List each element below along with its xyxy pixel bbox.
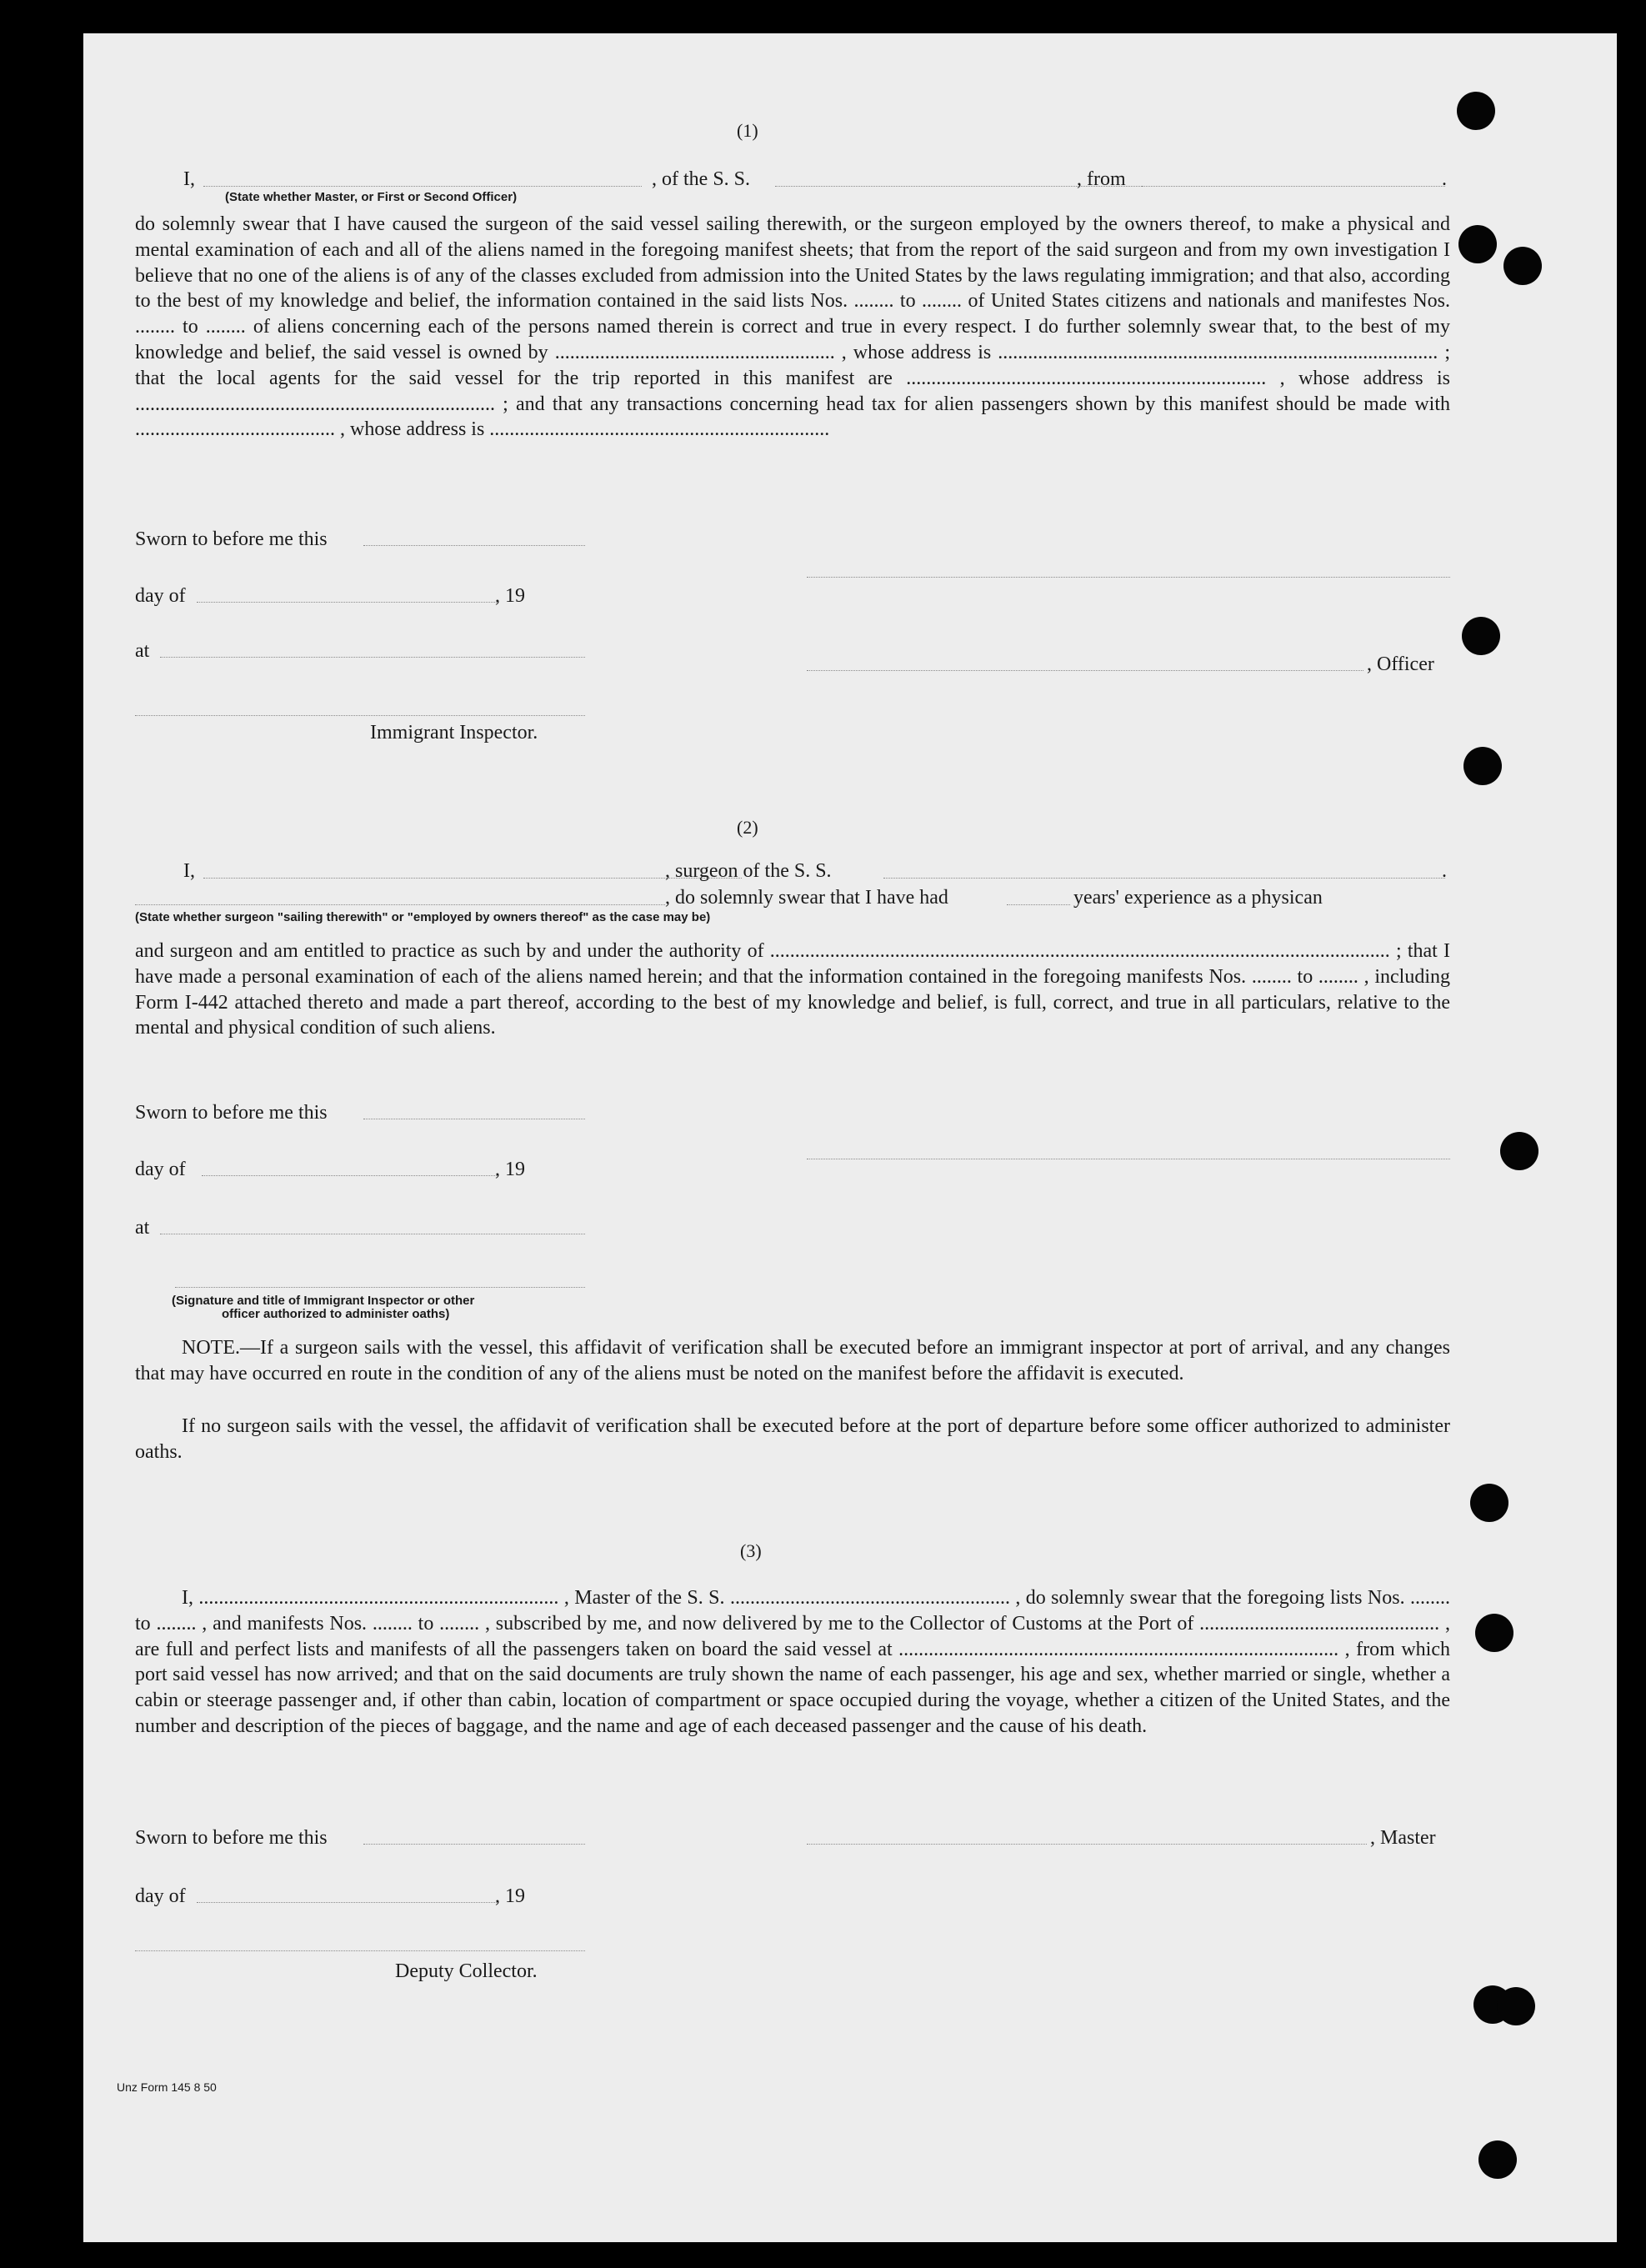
- s2-year-label: , 19: [495, 1159, 525, 1180]
- s1-inspector-line[interactable]: [135, 715, 585, 716]
- s3-sworn-label: Sworn to before me this: [135, 1827, 328, 1849]
- s2-at-label: at: [135, 1217, 150, 1239]
- s2-signature-hint-1: (Signature and title of Immigrant Inspector or other: [172, 1294, 475, 1308]
- punch-hole-icon: [1458, 225, 1497, 263]
- s2-i-label: I,: [183, 860, 195, 882]
- s3-day-of-label: day of: [135, 1885, 186, 1907]
- s1-at-line[interactable]: [160, 657, 585, 658]
- s1-day-of-line[interactable]: [197, 602, 497, 603]
- punch-hole-icon: [1478, 2140, 1517, 2179]
- s2-inspector-line[interactable]: [175, 1287, 585, 1288]
- s1-i-label: I,: [183, 168, 195, 190]
- s2-ship-name-line[interactable]: [883, 878, 1445, 879]
- s3-day-of-line[interactable]: [197, 1902, 498, 1903]
- s2-status-line[interactable]: [135, 904, 665, 905]
- note-paragraph-1: NOTE.—If a surgeon sails with the vessel, this affidavit of verification shall be executed before an immigrant inspector at port of arrival, and any changes that may have occurred en route in the condition of any of the aliens must be noted on the manifest before the affidavit is executed.: [135, 1337, 1450, 1384]
- punch-hole-icon: [1503, 247, 1542, 285]
- s1-oath-body: do solemnly swear that I have caused the surgeon of the said vessel sailing therewith, or the surgeon employed by the owners thereof, to make a physical and mental examination of each and all of the aliens named in the foregoing manifest sheets; that from the report of the said surgeon and from my own investigation I believe that no one of the aliens is of any of the classes excluded from admission into the United States by the laws regulating immigration; and that also, according to the best of my knowledge and belief, the information contained in the said lists Nos. ........ to ........ of United States citizens and nationals and manifestes Nos. ........ to ........ of aliens concerning each of the persons named therein is correct and true in every respect. I do further solemnly swear that, to the best of my knowledge and belief, the said vessel is owned by ........................................................ , whose address is ........................................................................................ ; that the local agents for the said vessel for the trip reported in this manifest are ........................................................................ , whose address is ........................................................................ ; and that any transactions concerning head tax for alien passengers shown by this manifest should be made with ........................................ , whose address is ....................................................................: [135, 213, 1450, 441]
- s2-solemnly-label: , do solemnly swear that I have had: [665, 887, 948, 909]
- s2-surgeon-hint: (State whether surgeon "sailing therewith" or "employed by owners thereof" as the case may be): [135, 910, 711, 924]
- s1-of-ss-label: , of the S. S.: [652, 168, 751, 190]
- s1-day-of-label: day of: [135, 585, 186, 607]
- s1-year-label: , 19: [495, 585, 525, 607]
- s3-year-label: , 19: [495, 1885, 525, 1907]
- s1-sworn-label: Sworn to before me this: [135, 528, 328, 550]
- s2-day-of-label: day of: [135, 1159, 186, 1180]
- s2-surgeon-of-label: , surgeon of the S. S.: [665, 860, 832, 882]
- s3-master-label: , Master: [1370, 1827, 1436, 1849]
- s3-collector-line[interactable]: [135, 1950, 585, 1951]
- punch-hole-icon: [1463, 747, 1502, 785]
- s1-signature-line[interactable]: [807, 577, 1450, 578]
- section-2-number: (2): [737, 817, 758, 838]
- s1-officer-hint: (State whether Master, or First or Second Officer): [225, 190, 518, 204]
- s1-officer-name-line[interactable]: [203, 186, 642, 187]
- s2-sworn-label: Sworn to before me this: [135, 1102, 328, 1124]
- punch-hole-icon: [1457, 92, 1495, 130]
- s2-surgeon-name-line[interactable]: [203, 878, 742, 879]
- punch-hole-icon: [1462, 617, 1500, 655]
- s1-inspector-label: Immigrant Inspector.: [370, 722, 538, 743]
- s1-sworn-date-line[interactable]: [363, 545, 585, 546]
- s2-signature-hint-2: officer authorized to administer oaths): [222, 1307, 450, 1321]
- punch-hole-icon: [1470, 1484, 1508, 1522]
- s1-officer-label: , Officer: [1367, 653, 1434, 675]
- s3-signature-line[interactable]: [807, 1844, 1367, 1845]
- section-1-number: (1): [737, 120, 758, 141]
- form-number: Unz Form 145 8 50: [117, 2080, 217, 2094]
- s3-sworn-date-line[interactable]: [363, 1844, 585, 1845]
- s2-oath-body: and surgeon and am entitled to practice as such by and under the authority of ............................................................................................................................ ; that I have made a personal examination of each of the aliens named herein; and that the information contained in the foregoing manifests Nos. ........ to ........ , including Form I-442 attached thereto and made a part thereof, according to the best of my knowledge and belief, is full, correct, and true in all particulars, relative to the mental and physical condition of such aliens.: [135, 940, 1450, 1039]
- s2-years-line[interactable]: [1007, 904, 1070, 905]
- section-3-number: (3): [740, 1540, 762, 1561]
- s3-collector-label: Deputy Collector.: [395, 1960, 538, 1982]
- s3-oath-body: I, ........................................................................ , Master of the S. S. ........................................................ , do solemnly swear that the foregoing lists Nos. ........ to ........ , and manifests Nos. ........ to ........ , subscribed by me, and now delivered by me to the Collector of Customs at the Port of ................................................ , are full and perfect lists and manifests of all the passengers taken on board the said vessel at ........................................................................................ , from which port said vessel has now arrived; and that on the said documents are truly shown the name of each passenger, his age and sex, whether married or single, whether a cabin or steerage passenger and, if other than cabin, location of compartment or space occupied during the voyage, whether a citizen of the United States, and the number and description of the pieces of baggage, and the name and age of each deceased passenger and the cause of his death.: [135, 1587, 1450, 1737]
- s2-years-label: years' experience as a physican: [1073, 887, 1323, 909]
- s1-from-line[interactable]: [1142, 186, 1445, 187]
- s2-period: .: [1442, 860, 1447, 882]
- s1-period: .: [1442, 168, 1447, 190]
- s1-officer-line[interactable]: [807, 670, 1363, 671]
- punch-hole-icon: [1497, 1987, 1535, 2025]
- s1-at-label: at: [135, 640, 150, 662]
- form-page: [83, 33, 1617, 2242]
- s2-day-of-line[interactable]: [202, 1175, 498, 1176]
- punch-hole-icon: [1500, 1132, 1538, 1170]
- note-paragraph-2: If no surgeon sails with the vessel, the affidavit of verification shall be executed before at the port of departure before some officer authorized to administer oaths.: [135, 1415, 1450, 1463]
- punch-hole-icon: [1475, 1614, 1513, 1652]
- s1-from-label: , from: [1077, 168, 1126, 190]
